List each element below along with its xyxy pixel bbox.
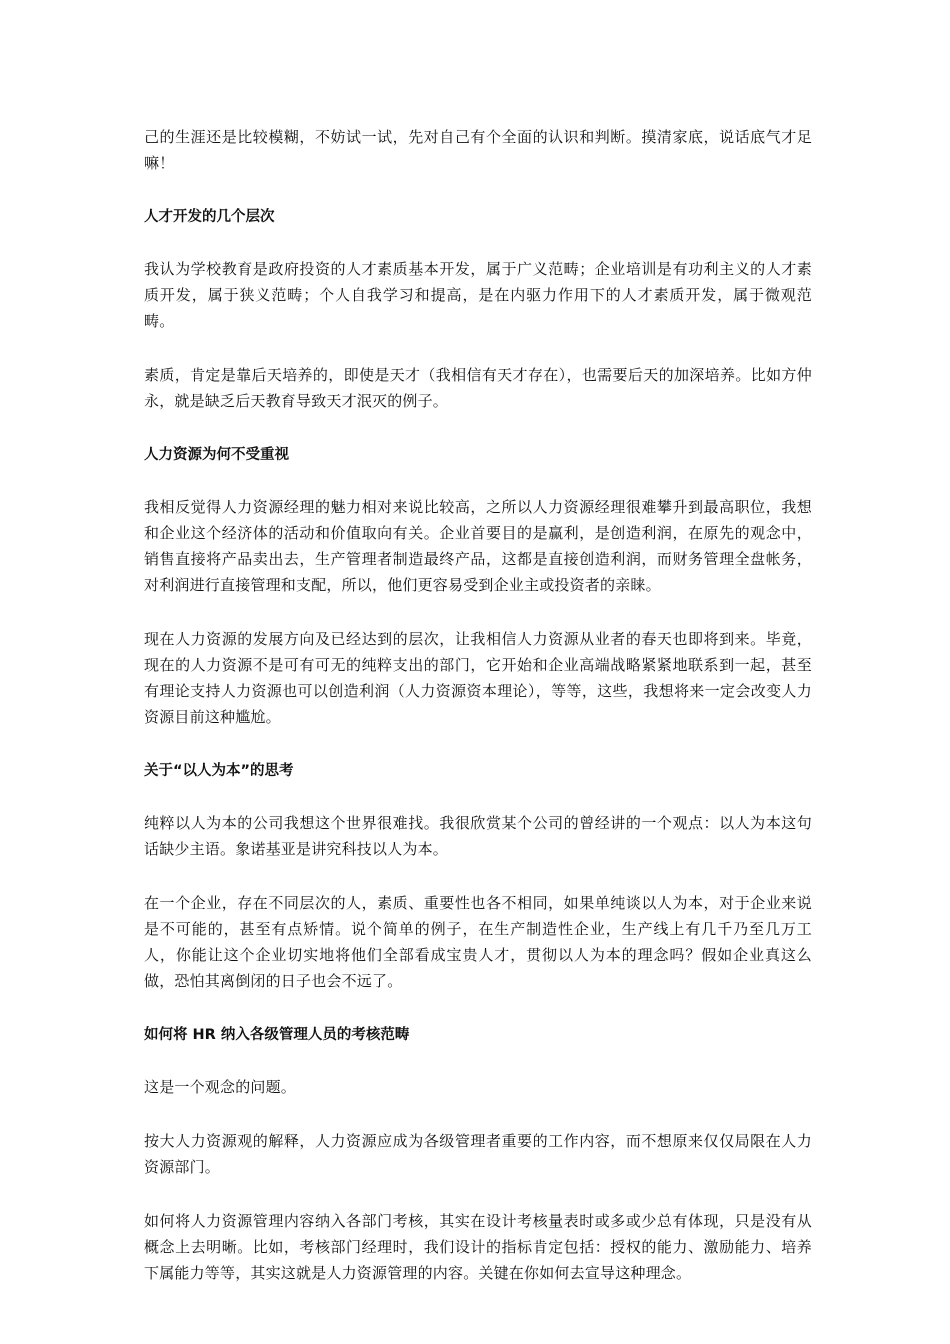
paragraph-hr-manager-appeal: 我相反觉得人力资源经理的魅力相对来说比较高，之所以人力资源经理很难攀升到最高职位，我想和企业这个经济体的活动和价值取向有关。企业首要目的是赢利，是创造利润，在原先的观念中，销售直接将产品卖出去，生产管理者制造最终产品，这都是直接创造利润，而财务管理全盘帐务，对利润进行直接管理和支配，所以，他们更容易受到企业主或投资者的亲睐。 — [144, 498, 812, 594]
paragraph-broad-hr-view: 按大人力资源观的解释，人力资源应成为各级管理者重要的工作内容，而不想原来仅仅局限在人力资源部门。 — [144, 1132, 812, 1176]
paragraph-hr-future: 现在人力资源的发展方向及已经达到的层次，让我相信人力资源从业者的春天也即将到来。毕竟，现在的人力资源不是可有可无的纯粹支出的部门，它开始和企业高端战略紧紧地联系到一起，甚至有理论支持人力资源也可以创造利润（人力资源资本理论），等等，这些，我想将来一定会改变人力资源目前这种尴尬。 — [144, 630, 812, 726]
paragraph-quality-cultivation: 素质，肯定是靠后天培养的，即使是天才（我相信有天才存在），也需要后天的加深培养。比如方仲永，就是缺乏后天教育导致天才泯灭的例子。 — [144, 366, 812, 410]
paragraph-education-categories: 我认为学校教育是政府投资的人才素质基本开发，属于广义范畴；企业培训是有功利主义的人才素质开发，属于狭义范畴；个人自我学习和提高，是在内驱力作用下的人才素质开发，属于微观范畴。 — [144, 260, 812, 330]
paragraph-people-oriented-subject: 纯粹以人为本的公司我想这个世界很难找。我很欣赏某个公司的曾经讲的一个观点：以人为本这句话缺少主语。象诺基亚是讲究科技以人为本。 — [144, 814, 812, 858]
paragraph-assessment-design: 如何将人力资源管理内容纳入各部门考核，其实在设计考核量表时或多或少总有体现，只是没有从概念上去明晰。比如，考核部门经理时，我们设计的指标肯定包括：授权的能力、激励能力、培养下属能力等等，其实这就是人力资源管理的内容。关键在你如何去宣导这种理念。 — [144, 1212, 812, 1282]
paragraph-career-intro: 己的生涯还是比较模糊，不妨试一试，先对自己有个全面的认识和判断。摸清家底，说话底气才足嘛！ — [144, 128, 812, 172]
paragraph-concept-issue: 这是一个观念的问题。 — [144, 1078, 297, 1096]
heading-people-oriented: 关于“以人为本”的思考 — [144, 763, 294, 779]
heading-hr-undervalued: 人力资源为何不受重视 — [144, 447, 289, 463]
heading-talent-development-levels: 人才开发的几个层次 — [144, 209, 275, 225]
document-page — [144, 124, 812, 1314]
paragraph-enterprise-levels: 在一个企业，存在不同层次的人，素质、重要性也各不相同，如果单纯谈以人为本，对于企业来说是不可能的，甚至有点矫情。说个简单的例子，在生产制造性企业，生产线上有几千乃至几万工人，你能让这个企业切实地将他们全部看成宝贵人才，贯彻以人为本的理念吗？假如企业真这么做，恐怕其离倒闭的日子也会不远了。 — [144, 894, 812, 990]
heading-hr-in-assessment: 如何将 HR 纳入各级管理人员的考核范畴 — [144, 1027, 410, 1043]
